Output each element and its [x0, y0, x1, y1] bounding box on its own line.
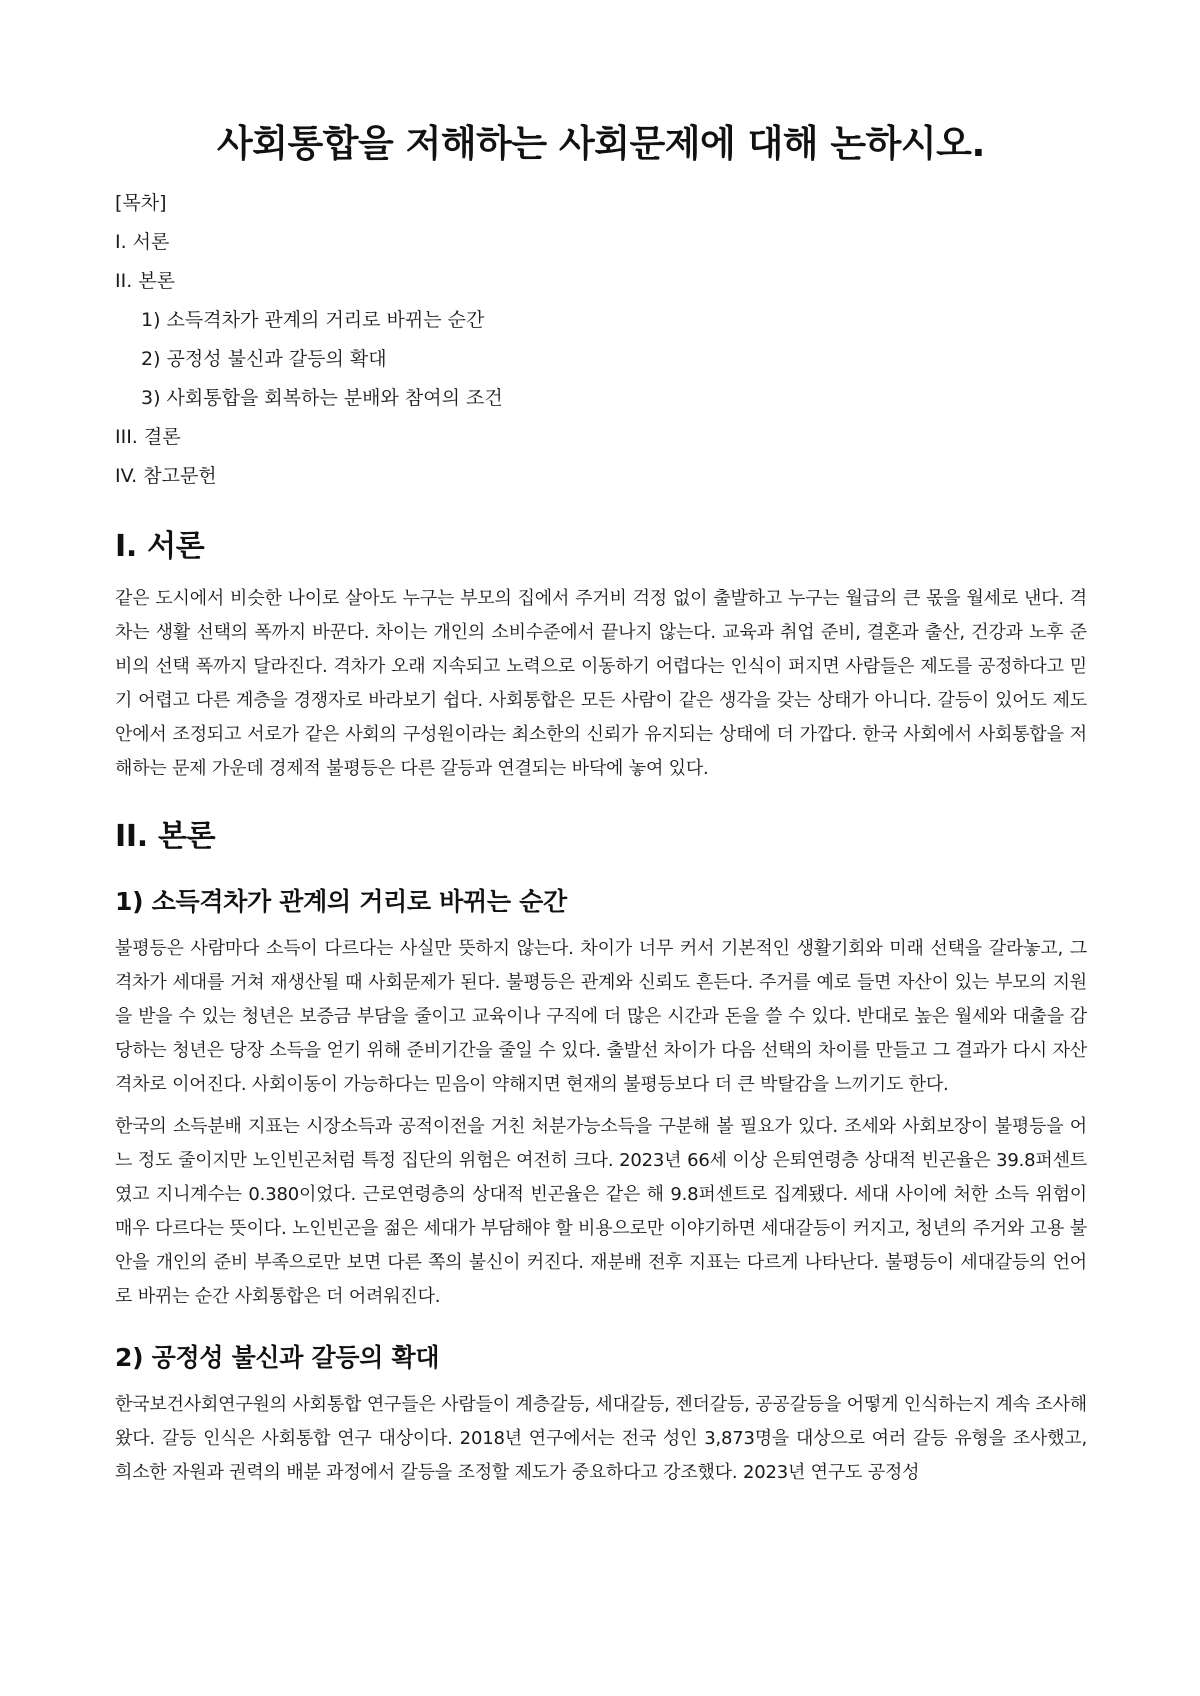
toc-item-intro: I. 서론 [115, 231, 170, 253]
document-title: 사회통합을 저해하는 사회문제에 대해 논하시오. [217, 122, 985, 165]
toc-item-body-1: 1) 소득격차가 관계의 거리로 바뀌는 순간 [141, 309, 485, 331]
toc-item-body: II. 본론 [115, 270, 175, 292]
income-gap-paragraph-1: 불평등은 사람마다 소득이 다르다는 사실만 뜻하지 않는다. 차이가 너무 커서 기본적인 생활기회와 미래 선택을 갈라놓고, 그 격차가 세대를 거쳐 재생산될 때 사회문제가 된다. 불평등은 관계와 신뢰도 흔든다. 주거를 예로 들면 자산이 있는 부모의 지원을 받을 수 있는 청년은 보증금 부담을 줄이고 교육이나 구직에 더 많은 시간과 돈을 쓸 수 있다. 반대로 높은 월세와 대출을 감당하는 청년은 당장 소득을 얻기 위해 준비기간을 줄일 수 있다. 출발선 차이가 다음 선택의 차이를 만들고 그 결과가 다시 자산 격차로 이어진다. 사회이동이 가능하다는 믿음이 약해지면 현재의 불평등보다 더 큰 박탈감을 느끼기도 한다. [115, 938, 1087, 1095]
fairness-paragraph-1: 한국보건사회연구원의 사회통합 연구들은 사람들이 계층갈등, 세대갈등, 젠더갈등, 공공갈등을 어떻게 인식하는지 계속 조사해 왔다. 갈등 인식은 사회통합 연구 대상이다. 2018년 연구에서는 전국 성인 3,873명을 대상으로 여러 갈등 유형을 조사했고, 희소한 자원과 권력의 배분 과정에서 갈등을 조정할 제도가 중요하다고 강조했다. 2023년 연구도 공정성 [115, 1394, 1087, 1483]
table-of-contents [115, 184, 1087, 496]
toc-item-body-3: 3) 사회통합을 회복하는 분배와 참여의 조건 [141, 387, 503, 409]
toc-item-conclusion: III. 결론 [115, 426, 181, 448]
section-body [115, 816, 1087, 1490]
toc-item-body-2: 2) 공정성 불신과 갈등의 확대 [141, 348, 387, 370]
intro-paragraph: 같은 도시에서 비슷한 나이로 살아도 누구는 부모의 집에서 주거비 걱정 없이 출발하고 누구는 월급의 큰 몫을 월세로 낸다. 격차는 생활 선택의 폭까지 바꾼다. 차이는 개인의 소비수준에서 끝나지 않는다. 교육과 취업 준비, 결혼과 출산, 건강과 노후 준비의 선택 폭까지 달라진다. 격차가 오래 지속되고 노력으로 이동하기 어렵다는 인식이 퍼지면 사람들은 제도를 공정하다고 믿기 어렵고 다른 계층을 경쟁자로 바라보기 쉽다. 사회통합은 모든 사람이 같은 생각을 갖는 상태가 아니다. 갈등이 있어도 제도 안에서 조정되고 서로가 같은 사회의 구성원이라는 최소한의 신뢰가 유지되는 상태에 더 가깝다. 한국 사회에서 사회통합을 저해하는 문제 가운데 경제적 불평등은 다른 갈등과 연결되는 바닥에 놓여 있다. [115, 588, 1087, 779]
document-page [115, 0, 1087, 1498]
income-gap-paragraph-2: 한국의 소득분배 지표는 시장소득과 공적이전을 거친 처분가능소득을 구분해 볼 필요가 있다. 조세와 사회보장이 불평등을 어느 정도 줄이지만 노인빈곤처럼 특정 집단의 위험은 여전히 크다. 2023년 66세 이상 은퇴연령층 상대적 빈곤율은 39.8퍼센트였고 지니계수는 0.380이었다. 근로연령층의 상대적 빈곤율은 같은 해 9.8퍼센트로 집계됐다. 세대 사이에 처한 소득 위험이 매우 다르다는 뜻이다. 노인빈곤을 젊은 세대가 부담해야 할 비용으로만 이야기하면 세대갈등이 커지고, 청년의 주거와 고용 불안을 개인의 준비 부족으로만 보면 다른 쪽의 불신이 커진다. 재분배 전후 지표는 다르게 나타난다. 불평등이 세대갈등의 언어로 바뀌는 순간 사회통합은 더 어려워진다. [115, 1116, 1087, 1307]
subsection-heading-income-gap: 1) 소득격차가 관계의 거리로 바뀌는 순간 [115, 887, 567, 916]
section-heading-intro: I. 서론 [115, 529, 205, 564]
toc-heading: [목차] [115, 192, 167, 214]
subsection-heading-fairness: 2) 공정성 불신과 갈등의 확대 [115, 1343, 440, 1372]
section-intro [115, 526, 1087, 786]
toc-item-references: IV. 참고문헌 [115, 465, 217, 487]
section-heading-body: II. 본론 [115, 819, 216, 854]
